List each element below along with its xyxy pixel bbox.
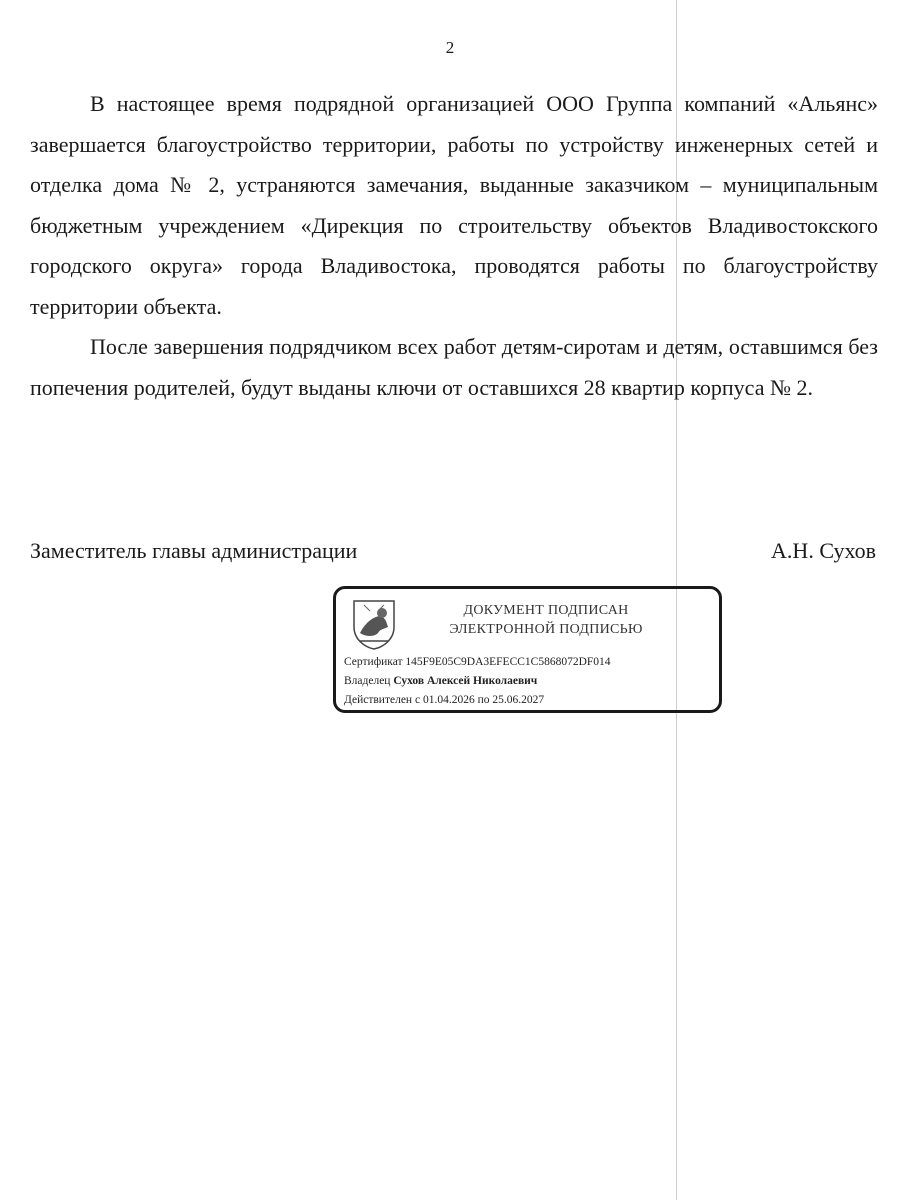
stamp-title-line-2: ЭЛЕКТРОННОЙ ПОДПИСЬЮ	[449, 622, 643, 637]
page-number: 2	[445, 38, 455, 57]
signer-position: Заместитель главы администрации	[30, 538, 358, 563]
stamp-title-line-1: ДОКУМЕНТ ПОДПИСАН	[463, 603, 629, 618]
signer-name: А.Н. Сухов	[771, 538, 876, 563]
valid-to: 25.06.2027	[492, 694, 545, 706]
valid-label: Действителен с	[344, 694, 421, 706]
stamp-certificate	[344, 656, 611, 668]
signature-block	[30, 538, 876, 564]
paragraph-1: В настоящее время подрядной организацией ООО Группа компаний «Альянс» завершается благоустройство территории, работы по устройству инженерных сетей и отделка дома № 2, устраняются замечания, выданные заказчиком – муниципальным бюджетным учреждением «Дирекция по строительству объектов Владивостокского городского округа» города Владивостока, проводятся работы по благоустройству территории объекта.	[30, 91, 878, 319]
electronic-signature-stamp	[333, 586, 722, 713]
stamp-title	[416, 601, 676, 639]
paragraph-2: После завершения подрядчиком всех работ детям-сиротам и детям, оставшимся без попечения родителей, будут выданы ключи от оставшихся 28 квартир корпуса № 2.	[30, 334, 878, 400]
vladivostok-coat-of-arms-icon	[350, 597, 398, 651]
owner-label: Владелец	[344, 675, 391, 687]
stamp-owner	[344, 675, 537, 687]
owner-value: Сухов Алексей Николаевич	[393, 675, 538, 687]
certificate-label: Сертификат	[344, 656, 403, 668]
stamp-validity	[344, 694, 544, 706]
valid-from: 01.04.2026	[422, 694, 475, 706]
certificate-value: 145F9E05C9DA3EFECC1C5868072DF014	[405, 656, 611, 668]
valid-to-label: по	[477, 694, 490, 706]
document-body	[30, 84, 878, 408]
